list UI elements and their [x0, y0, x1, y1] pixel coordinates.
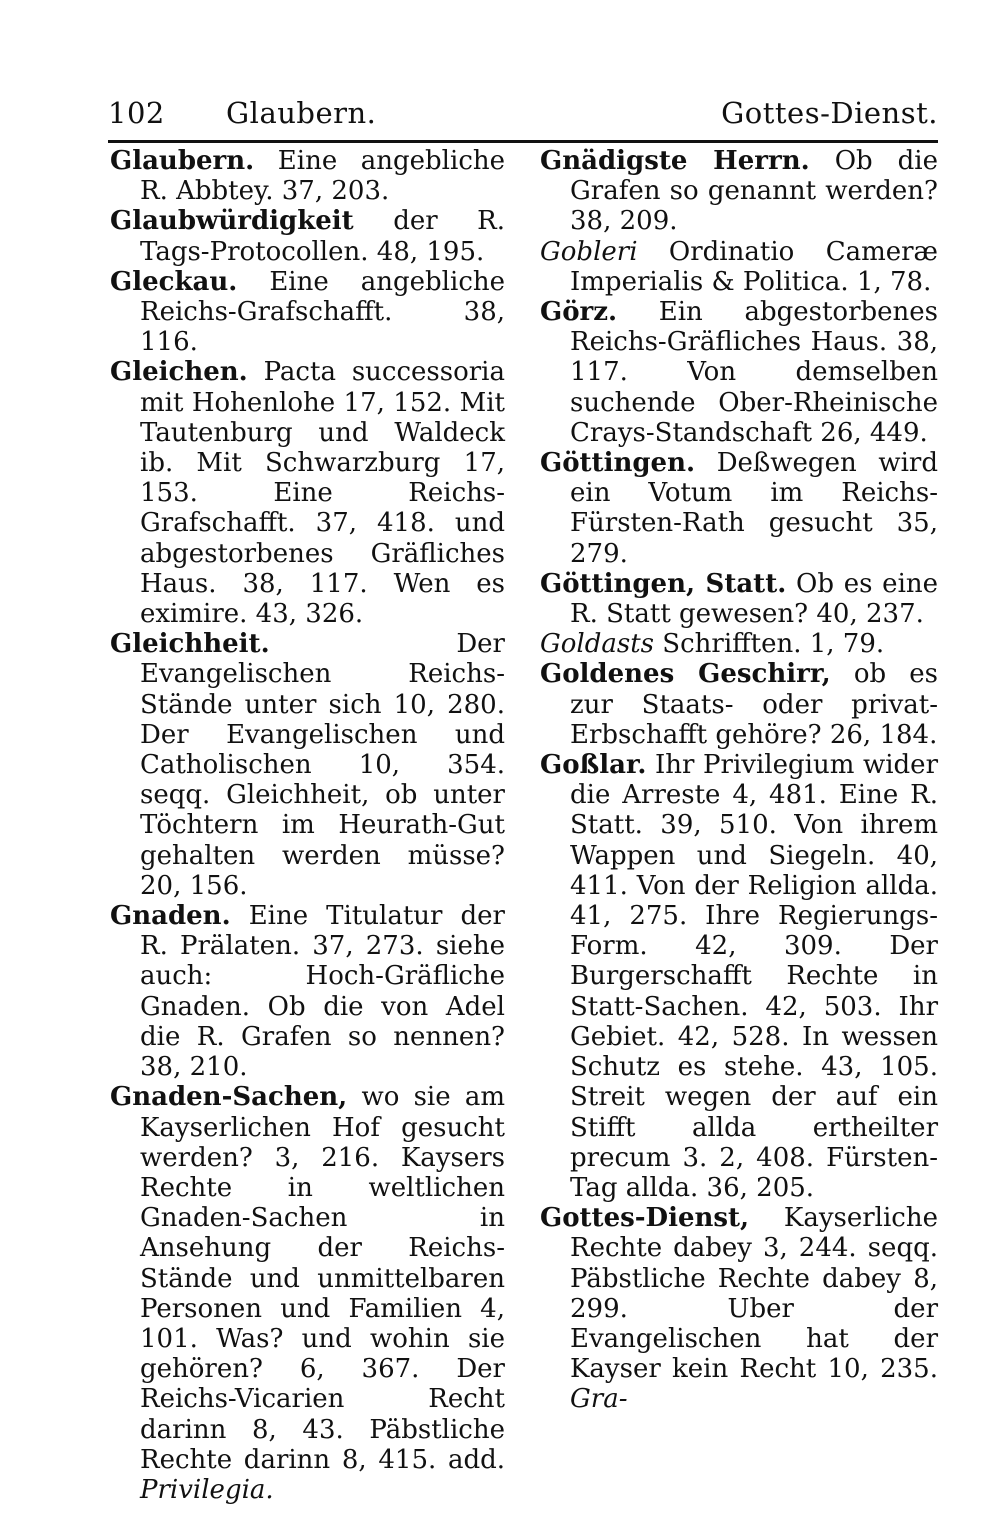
entry-text: Ob es eine R. Statt gewesen? 40, 237.: [570, 568, 939, 630]
index-entry: [540, 1203, 938, 1414]
entry-text: ob es zur Staats- oder privat-Erbschafft gehöre? 26, 184.: [570, 659, 938, 750]
index-entry: [540, 750, 938, 1203]
entry-head: Goldasts: [540, 629, 655, 660]
index-entry: [110, 357, 505, 629]
entry-head: Goßlar.: [540, 750, 647, 781]
entry-text: Ordinatio Cameræ Imperialis & Politica. 1, 78.: [570, 236, 938, 297]
index-entry: [540, 448, 938, 569]
index-entry: [540, 237, 938, 297]
entry-text: Pacta successoria mit Hohenlohe 17, 152. Mit Tautenburg und Waldeck ib. Mit Schwarzburg 17, 153. Eine Reichs-Grafschafft. 37, 418. und abgestorbenes Gräfliches Haus. 38, 117. Wen es eximire. 43, 326.: [140, 357, 505, 630]
entry-text: Ob die Grafen so genannt werden? 38, 209.: [570, 146, 939, 237]
running-header: [108, 96, 938, 136]
entry-text: Eine angebliche R. Abbtey. 37, 203.: [140, 146, 506, 207]
entry-head: Gleichheit.: [110, 629, 270, 660]
entry-head: Gnädigste Herrn.: [540, 146, 810, 176]
entry-head: Gottes-Dienst,: [540, 1203, 750, 1234]
index-entry: [540, 146, 938, 237]
entry-text: Deßwegen wird ein Votum im Reichs-Fürsten-Rath gesucht 35, 279.: [570, 448, 938, 569]
entry-head: Gnaden-Sachen,: [110, 1082, 348, 1113]
index-entry: [110, 901, 505, 1082]
page-number: 102: [108, 96, 165, 130]
entry-head: Görz.: [540, 297, 618, 328]
entry-text: Eine angebliche Reichs-Grafschafft. 38, 116.: [140, 266, 506, 358]
index-entry: [110, 146, 505, 206]
index-entry: [540, 569, 938, 629]
index-entry: [110, 1082, 505, 1505]
entry-text: der R. Tags-Protocollen. 48, 195.: [140, 206, 505, 267]
entry-head: Göttingen.: [540, 448, 696, 479]
index-entry: [540, 297, 938, 448]
index-entry: [540, 629, 938, 659]
entry-head: Göttingen, Statt.: [540, 568, 787, 599]
index-entry: [110, 629, 505, 901]
entry-cross-reference: Privilegia.: [140, 1474, 274, 1505]
index-entry: [110, 206, 505, 266]
entry-head: Gnaden.: [110, 901, 231, 932]
index-entry: [110, 267, 505, 358]
index-entry: [540, 659, 938, 750]
entry-text: Ein abgestorbenes Reichs-Gräfliches Haus. 38, 117. Von demselben suchende Ober-Rheinische Crays-Standschaft 26, 449.: [570, 297, 938, 448]
entry-head: Gleichen.: [110, 357, 248, 388]
entry-text: Schrifften. 1, 79.: [662, 629, 885, 660]
catchword: Gra-: [570, 1384, 628, 1415]
entry-head: Glaubwürdigkeit: [110, 206, 354, 237]
entry-head: Gleckau.: [110, 266, 238, 297]
entry-head: Glaubern.: [110, 146, 255, 176]
right-column: [540, 146, 938, 1415]
left-running-head: Glaubern.: [226, 96, 377, 130]
entry-text: Der Evangelischen Reichs-Stände unter sich 10, 280. Der Evangelischen und Catholischen 10, 354. seqq. Gleichheit, ob unter Töchtern im Heurath-Gut gehalten werden müsse? 20, 156.: [140, 629, 505, 901]
entry-head: Goldenes Geschirr,: [540, 659, 831, 690]
left-column: [110, 146, 505, 1505]
entry-head: Gobleri: [540, 236, 638, 267]
entry-text: Eine Titulatur der R. Prälaten. 37, 273. siehe auch: Hoch-Gräfliche Gnaden. Ob die von Adel die R. Grafen so nennen? 38, 210.: [140, 901, 505, 1083]
entry-text: Ihr Privilegium wider die Arreste 4, 481. Eine R. Statt. 39, 510. Von ihrem Wappen und Siegeln. 40, 411. Von der Religion allda. 41, 275. Ihre Regierungs-Form. 42, 309. Der Burgerschafft Rechte in Statt-Sachen. 42, 503. Ihr Gebiet. 42, 528. In wessen Schutz es stehe. 43, 105. Streit wegen der auf ein Stifft allda ertheilter precum 3. 2, 408. Fürsten-Tag allda. 36, 205.: [570, 750, 938, 1203]
entry-text: wo sie am Kayserlichen Hof gesucht werden? 3, 216. Kaysers Rechte in weltlichen Gnaden-Sachen in Ansehung der Reichs-Stände und unmittelbaren Personen und Familien 4, 101. Was? und wohin sie gehören? 6, 367. Der Reichs-Vicarien Recht darinn 8, 43. Päbstliche Rechte darinn 8, 415. add.: [140, 1082, 505, 1475]
right-running-head: Gottes-Dienst.: [721, 96, 938, 130]
header-rule: [108, 140, 938, 143]
entry-text: Kayserliche Rechte dabey 3, 244. seqq. Päbstliche Rechte dabey 8, 299. Uber der Evangelischen hat der Kayser kein Recht 10, 235.: [570, 1203, 938, 1385]
